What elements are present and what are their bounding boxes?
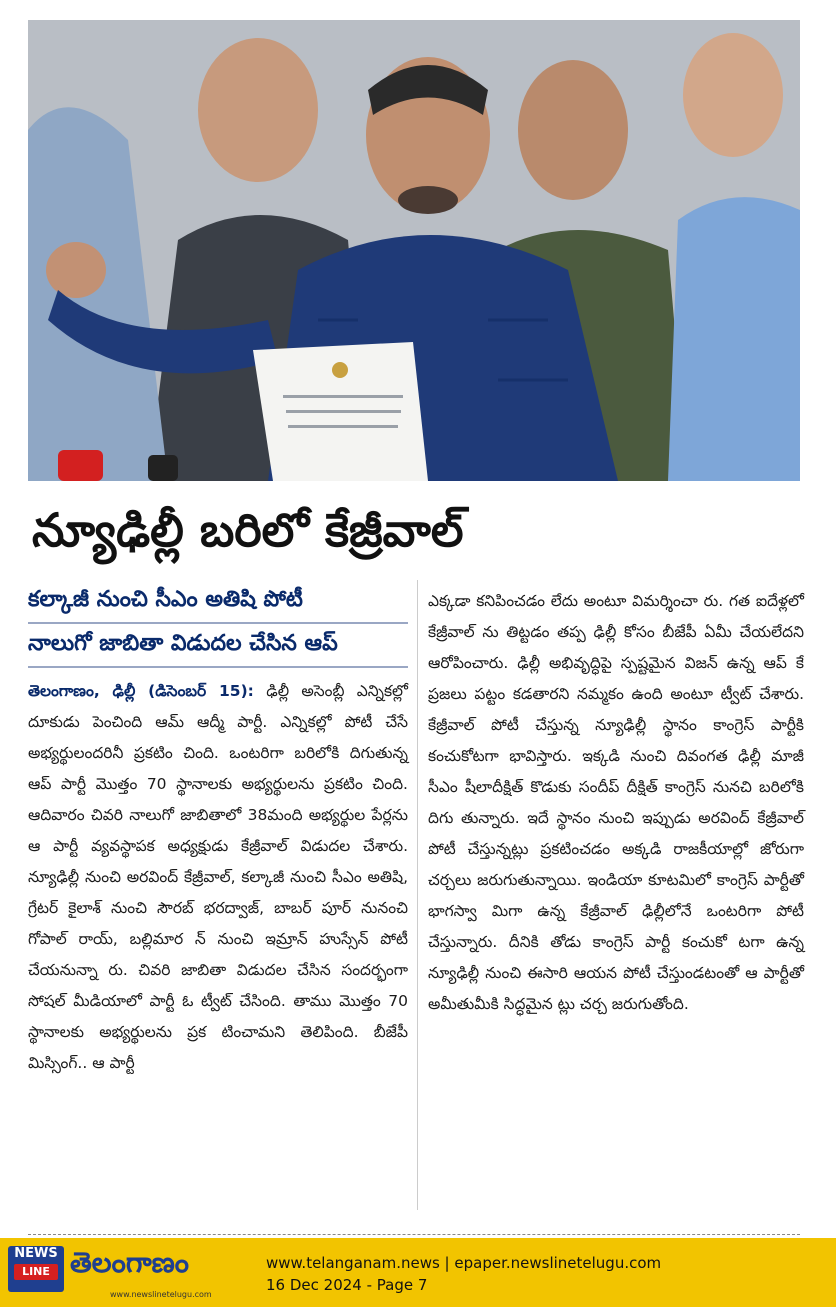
brand-name: తెలంగాణం: [70, 1246, 189, 1279]
column-divider: [417, 580, 418, 1210]
footer-divider: [28, 1234, 800, 1235]
subhead-2: నాలుగో జాబితా విడుదల చేసిన ఆప్: [28, 624, 408, 668]
footer: [0, 1238, 836, 1307]
brand-site: www.newslinetelugu.com: [110, 1290, 212, 1299]
logo-bottom-text: LINE: [14, 1264, 58, 1280]
right-column: [428, 586, 804, 1020]
footer-links[interactable]: www.telanganam.news | epaper.newslinetelugu.com: [266, 1254, 662, 1272]
headline: న్యూఢిల్లీ బరిలో కేజ్రీవాల్: [32, 503, 464, 557]
right-body: ఎక్కడా కనిపించడం లేదు అంటూ విమర్శించా రు. గత ఐదేళ్లలో కేజ్రీవాల్ ను తిట్టడం తప్ప ఢిల్లీ కోసం బీజేపీ ఏమీ చేయలేదని ఆరోపించారు. ఢిల్లీ అభివృద్ధిపై స్పష్టమైన విజన్ ఉన్న ఆప్ కే ప్రజలు పట్టం కడతారని నమ్మకం ఉంది అంటూ ట్వీట్ చేశారు. కేజ్రీవాల్ పోటీ చేస్తున్న న్యూఢిల్లీ స్థానం కాంగ్రెస్ పార్టీకి కంచుకోటగా భావిస్తారు. ఇక్కడి నుంచి దివంగత ఢిల్లీ మాజీ సీఎం షీలాదీక్షిత్ కొడుకు సందీప్ దీక్షిత్ కాంగ్రెస్ నునచి బరిలోకి దిగు తున్నారు. ఇదే స్థానం నుంచి ఇప్పుడు అరవింద్ కేజ్రీవాల్ పోటీ చేస్తున్నట్లు ప్రకటించడం అక్కడి రాజకీయాల్లో జోరుగా చర్చలు జరుగుతున్నాయి. ఇండియా కూటమిలో కాంగ్రెస్ పార్టీతో భాగస్వా మిగా ఉన్న కేజ్రీవాల్ ఢిల్లీలోనే ఒంటరిగా పోటీ చేస్తున్నారు. దీనికి తోడు కాంగ్రెస్ పార్టీ కంచుకో టగా ఉన్న న్యూఢిల్లీ నుంచి ఈసారి ఆయన పోటీ చేస్తుండటంతో ఆ పార్టీతో అమీతుమీకి సిద్ధమైన ట్లు చర్చ జరుగుతోంది.: [428, 592, 804, 1013]
subhead-1: కల్కాజీ నుంచి సీఎం అతిషి పోటీ: [28, 580, 408, 624]
left-column: [28, 580, 408, 1079]
left-body-text: ఢిల్లీ అసెంబ్లీ ఎన్నికల్లో దూకుడు పెంచింది ఆమ్ ఆద్మీ పార్టీ. ఎన్నికల్లో పోటీ చేసే అభ్యర్థులందరినీ ప్రకటిం చింది. ఒంటరిగా బరిలోకి దిగుతున్న ఆప్ పార్టీ మొత్తం 70 స్థానాలకు అభ్యర్థులను ప్రకటిం చింది. ఆదివారం చివరి నాలుగో జాబితాలో 38మంది అభ్యర్థుల పేర్లను ఆ పార్టీ వ్యవస్థాపక అధ్యక్షుడు కేజ్రీవాల్ విడుదల చేశారు. న్యూఢిల్లీ నుంచి అరవింద్ కేజ్రీవాల్, కల్కాజీ నుంచి సీఎం అతిషి, గ్రేటర్ కైలాశ్ నుంచి సౌరబ్ భరద్వాజ్, బాబర్ పూర్ నునంచి గోపాల్ రాయ్, బల్లిమార న్ నుంచి ఇమ్రాన్ హుస్సేన్ పోటీ చేయనున్నా రు. చివరి జాబితా విడుదల చేసిన సందర్భంగా సోషల్ మీడియాలో పార్టీ ఓ ట్వీట్ చేసింది. తాము మొత్తం 70 స్థానాలకు అభ్యర్థులను ప్రక టించామని తెలిపింది. బీజేపీ మిస్సింగ్.. ఆ పార్టీ: [28, 682, 408, 1072]
logo-top-text: NEWS: [14, 1246, 58, 1261]
dateline: తెలంగాణం, ఢిల్లీ (డిసెంబర్ 15):: [28, 682, 254, 700]
newsline-logo: [8, 1246, 64, 1292]
news-photo: [28, 20, 800, 481]
press-conference-illustration: [28, 20, 800, 481]
left-body: [28, 676, 408, 1079]
footer-date-page: 16 Dec 2024 - Page 7: [266, 1276, 428, 1294]
